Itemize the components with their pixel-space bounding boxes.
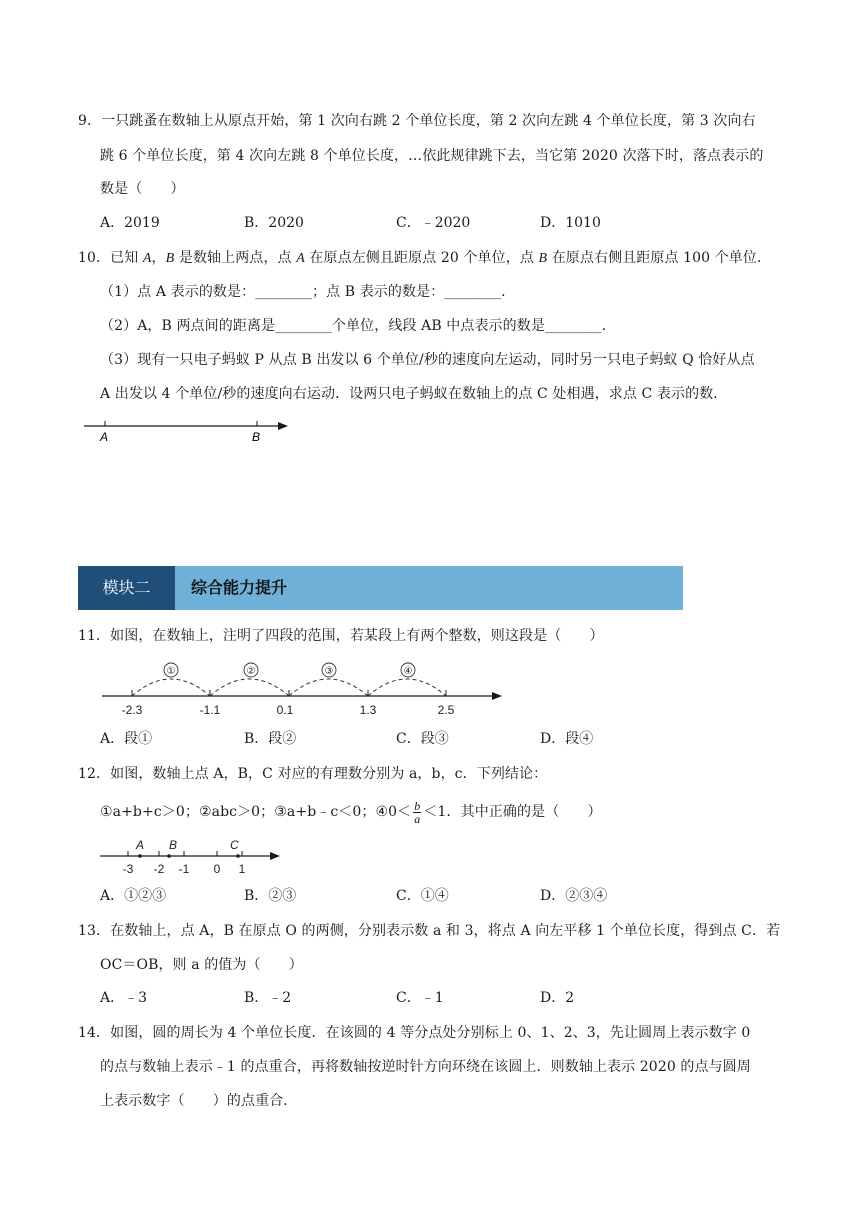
q10-part3-line1: （3）现有一只电子蚂蚁 P 从点 B 出发以 6 个单位/秒的速度向左运动，同时另一只电子蚂蚁 Q 恰好从点 [100,352,755,368]
q14-stem-line1: 14．如图，圆的周长为 4 个单位长度．在该圆的 4 等分点处分别标上 0、1、2、3，先让圆周上表示数字 0 [78,1025,751,1041]
q11-tick-label: 1.3 [359,703,377,717]
q10-part2: （2）A，B 两点间的距离是________个单位，线段 AB 中点表示的数是________． [100,318,616,334]
q9-stem-line1: 9．一只跳蚤在数轴上从原点开始，第 1 次向右跳 2 个单位长度，第 2 次向左跳 4 个单位长度，第 3 次向右 [78,113,756,129]
q11-option-a: A．段① [100,731,153,747]
q11-tick-label: 2.5 [437,703,455,717]
q14-stem-line3: 上表示数字（ ）的点重合． [100,1093,298,1109]
module-tag: 模块二 [78,566,175,610]
q12-stem: 12．如图，数轴上点 A，B，C 对应的有理数分别为 a，b，c．下列结论： [78,766,548,782]
q9-option-d: D．1010 [540,215,601,231]
q12-option-d: D．②③④ [540,888,608,904]
q9-stem-line3: 数是（ ） [100,181,185,197]
q11-option-c: C．段③ [396,731,449,747]
q12-point-label-c: C [230,838,239,852]
q9-stem-line2: 跳 6 个单位长度，第 4 次向左跳 8 个单位长度，…依此规律跳下去，当它第 2020 次落下时，落点表示的 [100,148,764,164]
q13-stem-line1: 13．在数轴上，点 A，B 在原点 O 的两侧，分别表示数 a 和 3，将点 A 向左平移 1 个单位长度，得到点 C．若 [78,923,781,939]
q9-option-a: A．2019 [100,215,160,231]
q10-stem: 10．已知 A，B 是数轴上两点，点 A 在原点左侧且距原点 20 个单位，点 B 在原点右侧且距原点 100 个单位． [78,250,772,266]
q11-number-line [96,660,516,720]
q11-segment-label-4: ④ [403,666,413,677]
q12-number-line [96,838,296,878]
q12-point-label-a: A [136,838,145,852]
module-banner [78,566,683,610]
q10-axis-label-b: B [252,430,261,444]
q11-tick-label: -2.3 [121,703,143,717]
module-title: 综合能力提升 [175,566,683,610]
q12-option-c: C．①④ [396,888,449,904]
q11-tick-label: 0.1 [276,703,294,717]
q11-stem: 11．如图，在数轴上，注明了四段的范围，若某段上有两个整数，则这段是（ ） [78,628,604,644]
q11-segment-label-2: ② [246,666,256,677]
q10-part1: （1）点 A 表示的数是：________；点 B 表示的数是：________． [100,284,516,300]
q12-tick-label: -3 [122,862,134,876]
q9-option-c: C．﹣2020 [396,215,471,231]
q13-option-b: B．﹣2 [244,990,292,1006]
q10-number-line [80,416,300,450]
q14-stem-line2: 的点与数轴上表示﹣1 的点重合，再将数轴按逆时针方向环绕在该圆上．则数轴上表示 2020 的点与圆周 [100,1059,751,1075]
q12-tick-label: 1 [238,862,246,876]
q13-option-c: C．﹣1 [396,990,444,1006]
q12-fraction: $\frac{b}{a}$ [414,798,421,826]
q13-option-a: A．﹣3 [100,990,148,1006]
q10-axis-label-a: A [100,430,109,444]
q13-option-d: D．2 [540,990,575,1006]
q10-part3-line2: A 出发以 4 个单位/秒的速度向右运动．设两只电子蚂蚁在数轴上的点 C 处相遇，求点 C 表示的数． [100,386,728,402]
q12-tick-label: -2 [153,862,165,876]
q11-segment-label-1: ① [166,666,176,677]
q12-conclusions: ①a+b+c＞0；②abc＞0；③a+b﹣c＜0；④0＜ $\frac{b}{a}$ ＜1．其中正确的是（ ） [100,798,602,826]
q11-segment-label-3: ③ [324,666,334,677]
q13-stem-line2: OC＝OB，则 a 的值为（ ） [100,957,303,973]
q12-point-label-b: B [169,838,178,852]
q11-option-d: D．段④ [540,731,594,747]
q12-tick-label: -1 [178,862,190,876]
q9-option-b: B．2020 [244,215,304,231]
q11-option-b: B．段② [244,731,297,747]
q12-tick-label: 0 [213,862,221,876]
q12-option-a: A．①②③ [100,888,167,904]
q11-tick-label: -1.1 [199,703,221,717]
q12-option-b: B．②③ [244,888,297,904]
